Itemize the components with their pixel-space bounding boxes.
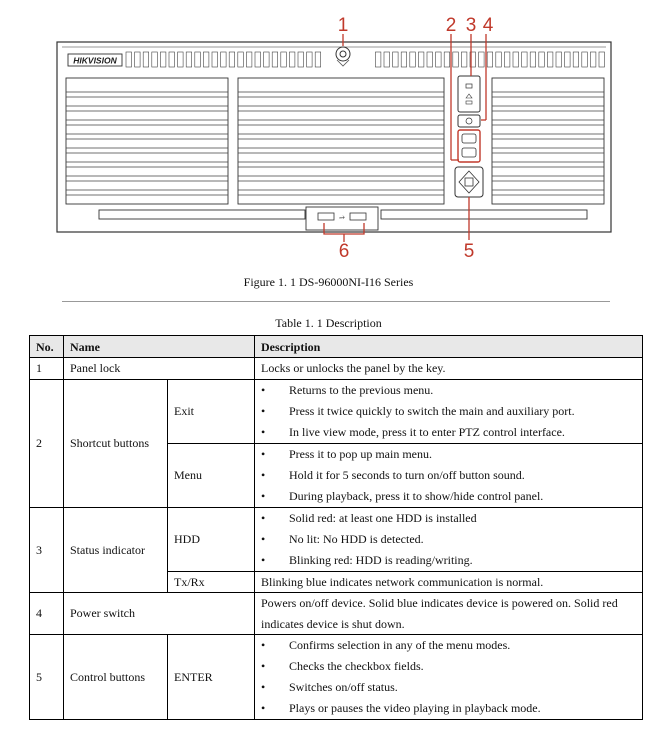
callout-3: 3 bbox=[465, 15, 477, 36]
row-description bbox=[255, 379, 643, 443]
vent-slat bbox=[143, 52, 149, 67]
row-description bbox=[255, 635, 643, 720]
vent-slat bbox=[272, 52, 278, 67]
bullet-item: • Blinking red: HDD is reading/writing. bbox=[261, 550, 636, 571]
table-row bbox=[30, 358, 643, 380]
header-no: No. bbox=[30, 336, 64, 358]
bullet-item: • During playback, press it to show/hide control panel. bbox=[261, 486, 636, 507]
row-name: Shortcut buttons bbox=[64, 379, 168, 507]
vent-slat bbox=[582, 52, 588, 67]
vent-slat bbox=[539, 52, 545, 67]
vent-slat bbox=[246, 52, 252, 67]
bullet-item: • Switches on/off status. bbox=[261, 677, 636, 698]
vent-slat bbox=[307, 52, 313, 67]
vent-slat bbox=[590, 52, 596, 67]
table-caption: Table 1. 1 Description bbox=[275, 316, 382, 330]
callout-4: 4 bbox=[482, 15, 494, 36]
bullet-item: • Checks the checkbox fields. bbox=[261, 656, 636, 677]
vent-slat bbox=[461, 52, 467, 67]
table-row bbox=[30, 593, 643, 635]
vent-slat bbox=[169, 52, 175, 67]
usb-port-icon bbox=[350, 213, 366, 220]
bullet-item: • Confirms selection in any of the menu modes. bbox=[261, 635, 636, 656]
vent-slat bbox=[238, 52, 244, 67]
device-front-panel-drawing bbox=[0, 0, 657, 270]
table-row bbox=[30, 507, 643, 571]
bullet-item: • Hold it for 5 seconds to turn on/off button sound. bbox=[261, 465, 636, 486]
callout-2: 2 bbox=[445, 15, 457, 36]
callout-6: 6 bbox=[338, 241, 350, 262]
vent-slat bbox=[203, 52, 209, 67]
row-number: 3 bbox=[30, 507, 64, 593]
vent-slat bbox=[135, 52, 141, 67]
bullet-item: • Press it twice quickly to switch the main and auxiliary port. bbox=[261, 401, 636, 422]
vent-slat bbox=[410, 52, 416, 67]
vent-slat bbox=[289, 52, 295, 67]
row-name: Panel lock bbox=[64, 358, 255, 380]
vent-slat bbox=[315, 52, 321, 67]
vent-slat bbox=[513, 52, 519, 67]
vent-slat bbox=[212, 52, 218, 67]
row-number: 5 bbox=[30, 635, 64, 720]
vent-slat bbox=[160, 52, 166, 67]
bullet-item: • Returns to the previous menu. bbox=[261, 380, 636, 401]
header-description: Description bbox=[255, 336, 643, 358]
vent-slat bbox=[264, 52, 270, 67]
row-subname: Tx/Rx bbox=[168, 571, 255, 593]
bullet-item: • No lit: No HDD is detected. bbox=[261, 529, 636, 550]
vent-slat bbox=[152, 52, 158, 67]
vent-slat bbox=[496, 52, 502, 67]
vent-slat bbox=[556, 52, 562, 67]
vent-slat bbox=[393, 52, 399, 67]
vent-slat bbox=[547, 52, 553, 67]
vent-slat bbox=[522, 52, 528, 67]
table-row bbox=[30, 635, 643, 720]
table-row bbox=[30, 379, 643, 443]
device-front-panel-figure bbox=[0, 0, 657, 300]
enter-button-icon bbox=[465, 178, 473, 186]
usb-symbol-icon: ⭌ bbox=[339, 214, 345, 221]
vent-slat bbox=[255, 52, 261, 67]
vent-slat bbox=[298, 52, 304, 67]
vent-slat bbox=[479, 52, 485, 67]
row-description: Powers on/off device. Solid blue indicates device is powered on. Solid red indicates device is shut down. bbox=[255, 593, 643, 635]
row-name: Control buttons bbox=[64, 635, 168, 720]
callout-5: 5 bbox=[463, 241, 475, 262]
row-description: Locks or unlocks the panel by the key. bbox=[255, 358, 643, 380]
vent-slat bbox=[229, 52, 235, 67]
vent-slat bbox=[195, 52, 201, 67]
vent-slat bbox=[530, 52, 536, 67]
description-table bbox=[29, 335, 643, 720]
row-subname: Menu bbox=[168, 443, 255, 507]
row-number: 1 bbox=[30, 358, 64, 380]
vent-slat bbox=[599, 52, 605, 67]
bullet-item: • Plays or pauses the video playing in playback mode. bbox=[261, 698, 636, 719]
row-subname: ENTER bbox=[168, 635, 255, 720]
vent-slat bbox=[178, 52, 184, 67]
row-number: 2 bbox=[30, 379, 64, 507]
vent-slat bbox=[444, 52, 450, 67]
vent-slat bbox=[401, 52, 407, 67]
vent-slat bbox=[436, 52, 442, 67]
panel-lock-icon bbox=[340, 51, 346, 57]
header-name: Name bbox=[64, 336, 255, 358]
divider bbox=[62, 301, 610, 302]
vent-slat bbox=[126, 52, 132, 67]
bullet-item: • In live view mode, press it to enter PTZ control interface. bbox=[261, 422, 636, 443]
vent-slat bbox=[221, 52, 227, 67]
brand-logo: HIKVISION bbox=[73, 55, 117, 66]
vent-grilles bbox=[66, 78, 604, 204]
vent-slat bbox=[375, 52, 381, 67]
figure-caption: Figure 1. 1 DS-96000NI-I16 Series bbox=[243, 275, 414, 289]
vent-slat bbox=[384, 52, 390, 67]
vent-slat bbox=[418, 52, 424, 67]
vent-slat bbox=[427, 52, 433, 67]
row-name: Status indicator bbox=[64, 507, 168, 593]
callout-1: 1 bbox=[337, 15, 349, 36]
table-header-row bbox=[30, 336, 643, 358]
row-subname: HDD bbox=[168, 507, 255, 571]
vent-slat bbox=[281, 52, 287, 67]
row-description: Blinking blue indicates network communication is normal. bbox=[255, 571, 643, 593]
vent-slat bbox=[487, 52, 493, 67]
hdd-indicator-icon bbox=[466, 84, 472, 88]
row-number: 4 bbox=[30, 593, 64, 635]
exit-button-icon bbox=[462, 134, 476, 143]
row-description bbox=[255, 507, 643, 571]
menu-button-icon bbox=[462, 148, 476, 157]
row-subname: Exit bbox=[168, 379, 255, 443]
vent-slat bbox=[186, 52, 192, 67]
vent-slat bbox=[565, 52, 571, 67]
bullet-item: • Press it to pop up main menu. bbox=[261, 444, 636, 465]
vent-slat bbox=[453, 52, 459, 67]
usb-port-icon bbox=[318, 213, 334, 220]
row-name: Power switch bbox=[64, 593, 255, 635]
bullet-item: • Solid red: at least one HDD is installed bbox=[261, 508, 636, 529]
vent-slat bbox=[573, 52, 579, 67]
row-description bbox=[255, 443, 643, 507]
vent-slat bbox=[504, 52, 510, 67]
